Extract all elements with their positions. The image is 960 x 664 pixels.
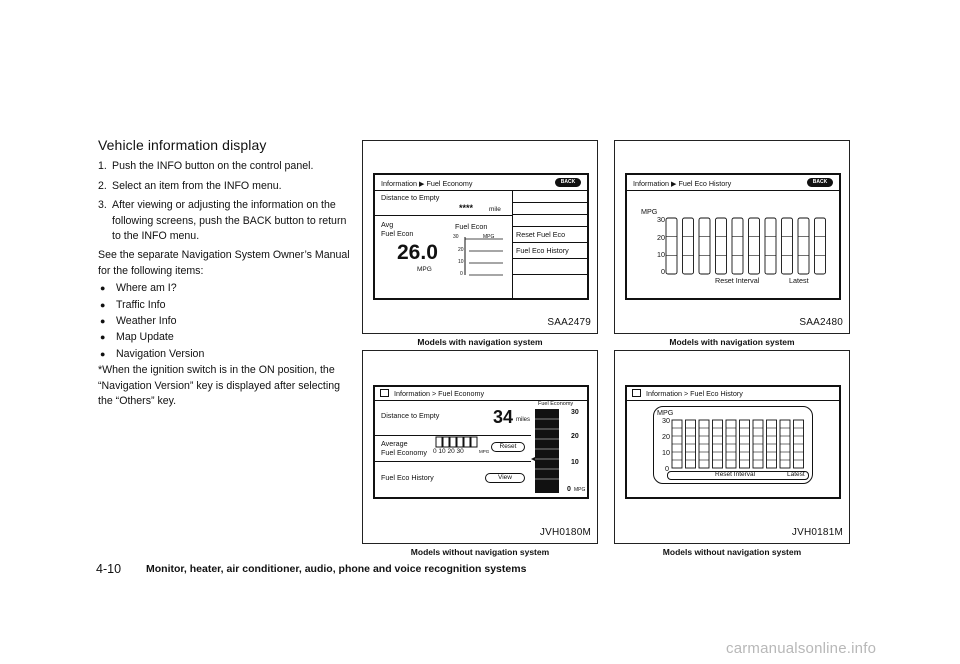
- page-number: 4-10: [96, 562, 122, 576]
- figure-fuel-eco-history-nav: [614, 140, 850, 334]
- chapter-title: Monitor, heater, air conditioner, audio, phone and voice recognition systems: [146, 563, 527, 575]
- axis-label: MPG: [641, 207, 658, 216]
- graph-tick: 0: [460, 271, 463, 277]
- axis-tick: 20: [662, 432, 670, 441]
- history-column: [683, 218, 694, 274]
- display-screen: [625, 173, 841, 300]
- section-title: Vehicle information display: [98, 137, 267, 153]
- info-icon: [632, 389, 641, 397]
- avg-label: Average: [381, 439, 408, 448]
- figure-caption: Models with navigation system: [669, 337, 795, 347]
- history-column: [749, 218, 760, 274]
- axis-tick: 10: [662, 448, 670, 457]
- figure-code: JVH0181M: [791, 527, 843, 538]
- gauge-tick: 10: [571, 459, 579, 466]
- avg-label-2: Fuel Economy: [381, 448, 427, 457]
- history-column: [716, 218, 727, 274]
- history-bars: [671, 419, 809, 469]
- list-item: ● Traffic Info: [100, 298, 166, 311]
- history-column: [782, 218, 793, 274]
- figure-fuel-economy-nav: [362, 140, 598, 334]
- display-screen: [373, 173, 589, 300]
- list-item: ● Where am I?: [100, 282, 177, 295]
- watermark: carmanualsonline.info: [726, 640, 877, 657]
- display-screen: [625, 385, 841, 499]
- graph-tick: 10: [458, 259, 464, 265]
- reset-interval-label: Reset Interval: [715, 276, 760, 285]
- distance-unit: mile: [489, 206, 501, 213]
- note-paragraph: *When the ignition switch is in the ON position, the “Navigation Version” key is displayed after selecting the “Others” key.: [98, 364, 341, 408]
- step-1: 1. Push the INFO button on the control panel.: [98, 160, 314, 173]
- history-column: [815, 218, 826, 274]
- menu-reset-fuel-eco[interactable]: Reset Fuel Eco: [516, 230, 566, 239]
- figure-code: JVH0180M: [539, 527, 591, 538]
- display-screen: [373, 385, 589, 499]
- distance-label: Distance to Empty: [381, 411, 440, 420]
- axis-tick: 20: [657, 233, 665, 242]
- history-column: [798, 218, 809, 274]
- info-icon: [380, 389, 389, 397]
- latest-label: Latest: [789, 276, 809, 285]
- avg-label-2: Fuel Econ: [381, 229, 414, 238]
- figure-fuel-eco-history-no-nav: [614, 350, 850, 544]
- back-button[interactable]: BACK: [555, 178, 581, 187]
- axis-tick: 0: [661, 267, 665, 276]
- step-3: 3. After viewing or adjusting the information on the following screens, push the BACK button to return to the INFO menu.: [98, 199, 347, 243]
- history-label: Fuel Eco History: [381, 473, 434, 482]
- screen-title: Information > Fuel Eco History: [646, 389, 743, 398]
- list-item: ● Navigation Version: [100, 347, 205, 360]
- graph-tick: 20: [458, 247, 464, 253]
- axis-tick: 10: [657, 250, 665, 259]
- distance-value: ****: [459, 203, 474, 213]
- history-column: [666, 218, 677, 274]
- scale-ticks: 0 10 20 30: [433, 448, 464, 455]
- figure-code: SAA2479: [547, 317, 591, 328]
- list-item: ● Weather Info: [100, 315, 177, 328]
- gauge-unit: MPG: [574, 487, 586, 493]
- avg-value: 26.0: [397, 241, 438, 264]
- fuel-econ-mini-graph: [463, 237, 505, 279]
- intro-paragraph: See the separate Navigation System Owner’s Manual for the following items:: [98, 249, 350, 277]
- screen-title: Information ▶ Fuel Eco History: [633, 179, 732, 188]
- graph-label: Fuel Econ: [455, 222, 488, 231]
- gauge-title: Fuel Economy: [538, 401, 574, 407]
- distance-unit: miles: [516, 417, 531, 423]
- figure-caption: Models without navigation system: [662, 547, 802, 557]
- history-bars: [665, 217, 837, 275]
- latest-label: Latest: [787, 471, 805, 478]
- back-button[interactable]: BACK: [807, 178, 833, 187]
- figure-caption: Models without navigation system: [410, 547, 550, 557]
- list-item: ● Map Update: [100, 331, 174, 344]
- avg-label: Avg: [381, 220, 394, 229]
- axis-tick: 30: [657, 215, 665, 224]
- distance-label: Distance to Empty: [381, 193, 440, 202]
- avg-unit: MPG: [417, 266, 432, 273]
- menu-fuel-eco-history[interactable]: Fuel Eco History: [516, 246, 569, 255]
- gauge-tick: 30: [571, 409, 579, 416]
- history-column: [732, 218, 743, 274]
- screen-title: Information > Fuel Economy: [394, 389, 485, 398]
- fuel-economy-segments: [435, 436, 479, 448]
- scale-unit: MPG: [479, 449, 490, 454]
- axis-tick: 0: [665, 464, 669, 473]
- reset-button[interactable]: Reset: [491, 442, 525, 452]
- view-button[interactable]: View: [485, 473, 525, 483]
- gauge-tick: 0: [567, 486, 571, 493]
- axis-label: MPG: [657, 408, 674, 417]
- history-column: [699, 218, 710, 274]
- figure-caption: Models with navigation system: [417, 337, 543, 347]
- figure-fuel-economy-no-nav: [362, 350, 598, 544]
- axis-tick: 30: [662, 416, 670, 425]
- distance-value: 34: [493, 407, 514, 427]
- graph-unit: MPG: [483, 234, 495, 240]
- reset-interval-label: Reset Interval: [715, 471, 756, 478]
- text-column: [98, 138, 352, 410]
- graph-tick: 30: [453, 234, 459, 240]
- gauge-tick: 20: [571, 433, 579, 440]
- history-column: [765, 218, 776, 274]
- figure-code: SAA2480: [799, 317, 843, 328]
- fuel-economy-gauge: [531, 409, 561, 497]
- step-2: 2. Select an item from the INFO menu.: [98, 179, 282, 192]
- screen-title: Information ▶ Fuel Economy: [381, 179, 473, 188]
